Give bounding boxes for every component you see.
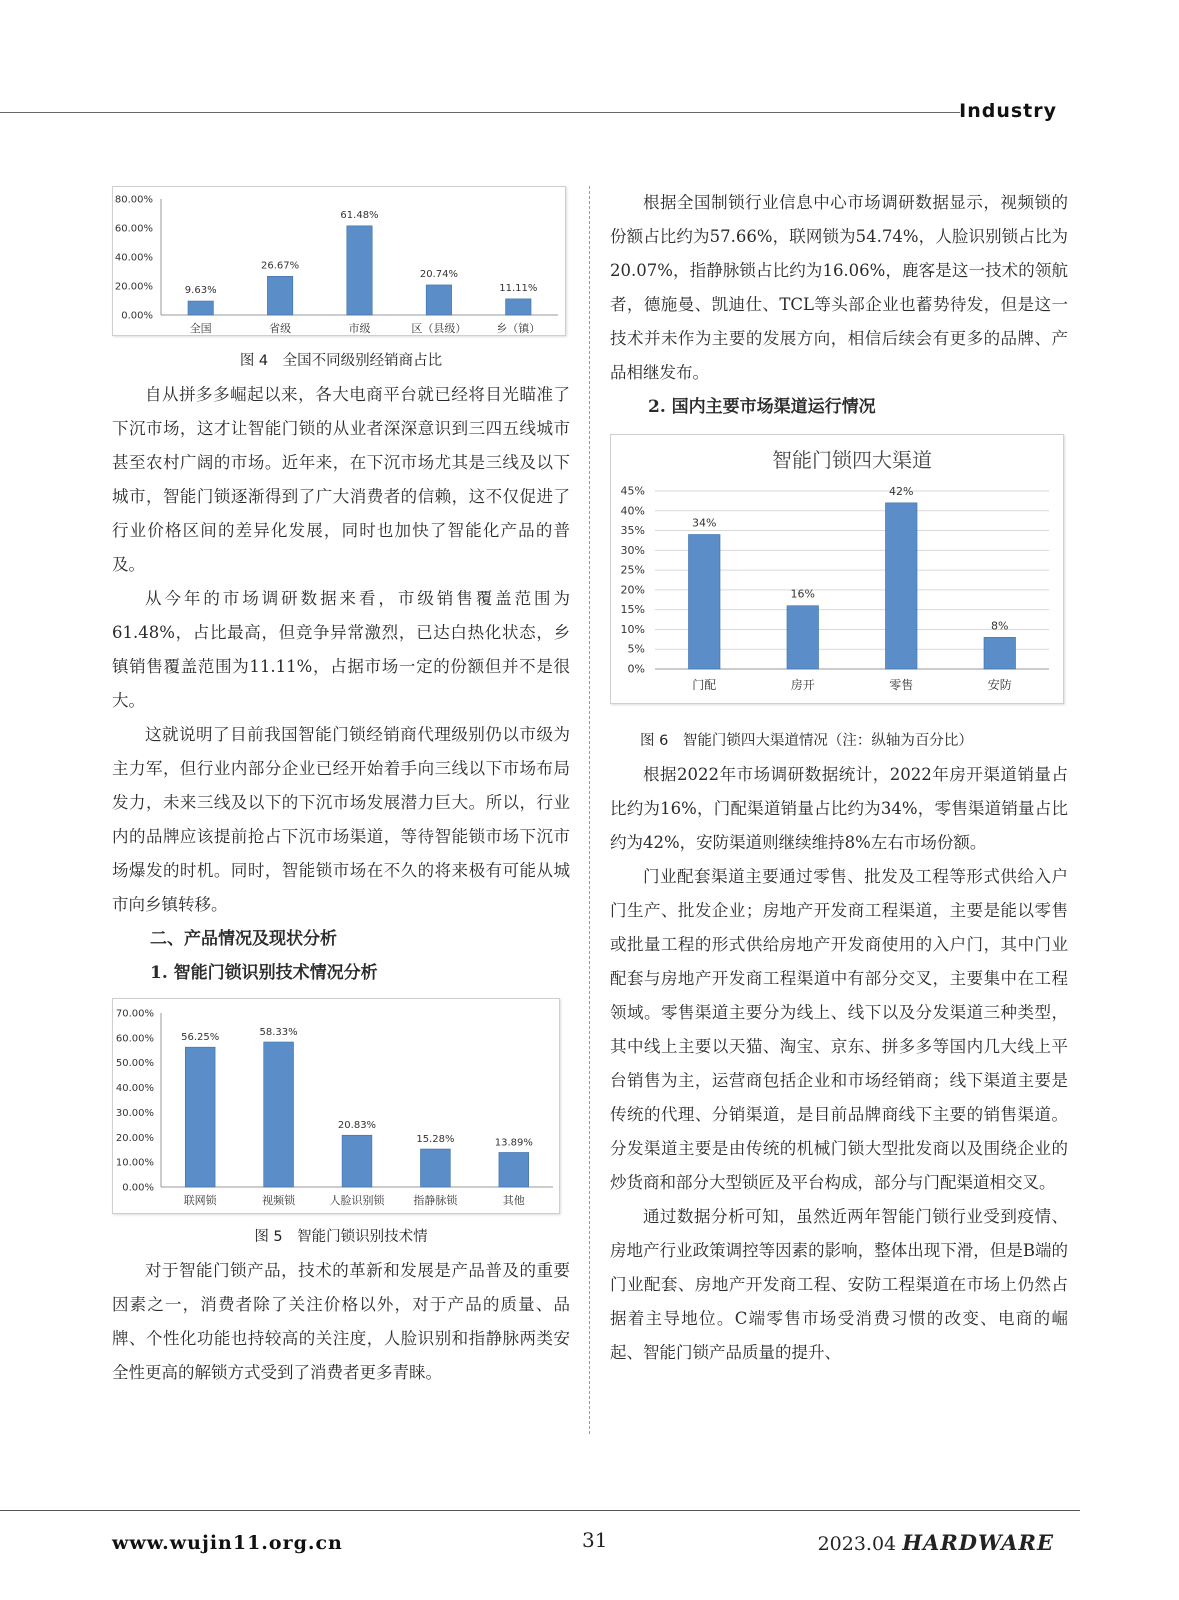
fig4-ytick-label: 40.00%: [114, 252, 153, 264]
fig6-ytick-label: 0%: [627, 662, 645, 676]
fig6-value-label: 34%: [692, 516, 717, 530]
fig5-bar: [185, 1047, 215, 1187]
fig6-category-label: 安防: [987, 678, 1012, 692]
subsection-1-title: 1. 智能门锁识别技术情况分析: [150, 963, 378, 983]
fig6-ytick-label: 45%: [620, 484, 645, 498]
fig5-ytick-label: 50.00%: [115, 1058, 154, 1070]
section-2-title: 二、产品情况及现状分析: [150, 929, 337, 949]
paragraph-4: 对于智能门锁产品，技术的革新和发展是产品普及的重要因素之一，消费者除了关注价格以外，对于产品的质量、品牌、个性化功能也持较高的关注度，人脸识别和指静脉两类安全性更高的解锁方式受到了消费者更多青睐。: [112, 1261, 570, 1382]
fig4-bar: [188, 301, 213, 315]
paragraph-8: 通过数据分析可知，虽然近两年智能门锁行业受到疫情、房地产行业政策调控等因素的影响，整体出现下滑，但是B端的门业配套、房地产开发商工程、安防工程渠道在市场上仍然占据着主导地位。C端零售市场受消费习惯的改变、电商的崛起、智能门锁产品质量的提升、: [610, 1207, 1068, 1362]
footer-rule: [0, 1510, 1080, 1511]
fig6-bar: [688, 535, 720, 669]
right-column: [610, 186, 1068, 1370]
paragraph-5: 根据全国制锁行业信息中心市场调研数据显示，视频锁的份额占比约为57.66%，联网锁为54.74%，人脸识别锁占比为20.07%，指静脉锁占比约为16.06%，鹿客是这一技术的领航者，德施曼、凯迪仕、TCL等头部企业也蓄势待发，但是这一技术并未作为主要的发展方向，相信后续会有更多的品牌、产品相继发布。: [610, 193, 1068, 382]
fig6-category-label: 门配: [692, 678, 717, 692]
fig6-value-label: 16%: [790, 587, 815, 601]
fig4-category-label: 全国: [189, 322, 212, 335]
fig5-ytick-label: 30.00%: [115, 1107, 154, 1119]
fig5-category-label: 指静脉锁: [413, 1194, 458, 1207]
fig4-bar: [267, 276, 292, 315]
paragraph-7: 门业配套渠道主要通过零售、批发及工程等形式供给入户门生产、批发企业；房地产开发商工程渠道，主要是能以零售或批量工程的形式供给房地产开发商使用的入户门，其中门业配套与房地产开发商工程渠道中有部分交叉，主要集中在工程领域。零售渠道主要分为线上、线下以及分发渠道三种类型，其中线上主要以天猫、淘宝、京东、拼多多等国内几大线上平台销售为主，运营商包括企业和市场经销商；线下渠道主要是传统的代理、分销渠道，是目前品牌商线下主要的销售渠道。分发渠道主要是由传统的机械门锁大型批发商以及围绕企业的炒货商和部分大型锁匠及平台构成，部分与门配渠道相交叉。: [610, 867, 1068, 1192]
fig4-value-label: 11.11%: [499, 282, 538, 294]
fig4-ytick-label: 60.00%: [114, 223, 153, 235]
fig6-bar: [984, 637, 1016, 669]
fig4-category-label: 区（县级）: [411, 322, 467, 335]
fig6-ytick-label: 40%: [620, 504, 645, 518]
fig4-chart-box: [112, 186, 566, 336]
fig4-bar: [347, 226, 372, 315]
fig6-category-label: 房开: [790, 678, 815, 692]
fig6-bar: [885, 503, 917, 669]
fig4-ytick-label: 0.00%: [121, 310, 153, 322]
footer-url: www.wujin11.org.cn: [112, 1532, 343, 1554]
fig6-ytick-label: 30%: [620, 543, 645, 557]
fig6-value-label: 42%: [889, 484, 914, 498]
fig6-bar: [787, 606, 819, 669]
fig5-value-label: 56.25%: [181, 1032, 220, 1044]
fig4-bar: [506, 299, 531, 315]
fig6-ytick-label: 25%: [620, 563, 645, 577]
fig5-bar: [421, 1149, 451, 1187]
fig4-value-label: 20.74%: [419, 268, 458, 280]
fig5-category-label: 人脸识别锁: [329, 1194, 385, 1207]
fig6-ytick-label: 10%: [620, 622, 645, 636]
fig4-ytick-label: 80.00%: [114, 194, 153, 206]
paragraph-1: 自从拼多多崛起以来，各大电商平台就已经将目光瞄准了下沉市场，这才让智能门锁的从业者深深意识到三四五线城市甚至农村广阔的市场。近年来，在下沉市场尤其是三线及以下城市，智能门锁逐渐得到了广大消费者的信赖，这不仅促进了行业价格区间的差异化发展，同时也加快了智能化产品的普及。: [112, 385, 570, 574]
fig4-category-label: 乡（镇）: [496, 322, 541, 335]
fig4-value-label: 61.48%: [340, 209, 379, 221]
issue-date: 2023.04: [817, 1533, 897, 1555]
fig4-bar: [426, 285, 451, 315]
fig4-value-label: 9.63%: [184, 285, 217, 297]
fig6-caption: 图 6 智能门锁四大渠道情况（注：纵轴为百分比）: [640, 733, 973, 749]
fig6-title: 智能门锁四大渠道: [772, 448, 932, 472]
fig5-value-label: 15.28%: [416, 1134, 455, 1146]
fig4-category-label: 省级: [269, 322, 292, 335]
fig6-ytick-label: 20%: [620, 583, 645, 597]
header-rule: [0, 112, 960, 113]
paragraph-2: 从今年的市场调研数据来看，市级销售覆盖范围为61.48%，占比最高，但竞争异常激烈，已达白热化状态，乡镇销售覆盖范围为11.11%，占据市场一定的份额但并不是很大。: [112, 589, 570, 710]
paragraph-6: 根据2022年市场调研数据统计，2022年房开渠道销量占比约为16%，门配渠道销量占比约为34%，零售渠道销量占比约为42%，安防渠道则继续维持8%左右市场份额。: [610, 765, 1068, 852]
fig5-chart: [113, 999, 559, 1213]
fig5-ytick-label: 10.00%: [115, 1157, 154, 1169]
fig4-chart: [113, 187, 565, 335]
fig4-category-label: 市级: [348, 322, 371, 335]
footer-issue: [818, 1530, 1054, 1555]
fig5-category-label: 联网锁: [183, 1194, 217, 1207]
fig6-value-label: 8%: [991, 619, 1009, 633]
fig6-ytick-label: 35%: [620, 524, 645, 538]
fig5-category-label: 其他: [502, 1194, 525, 1207]
section-tag: Industry: [959, 100, 1057, 122]
fig4-caption: 图 4 全国不同级别经销商占比: [239, 353, 443, 369]
fig6-category-label: 零售: [889, 678, 914, 692]
fig6-ytick-label: 5%: [627, 642, 645, 656]
fig5-ytick-label: 40.00%: [115, 1083, 154, 1095]
left-column: [112, 186, 570, 1390]
column-divider: [589, 186, 590, 1434]
fig6-chart-box: [610, 434, 1064, 704]
fig5-ytick-label: 20.00%: [115, 1132, 154, 1144]
fig6-chart: [611, 435, 1063, 703]
fig5-value-label: 13.89%: [494, 1137, 533, 1149]
fig5-caption: 图 5 智能门锁识别技术情: [254, 1229, 428, 1245]
fig4-ytick-label: 20.00%: [114, 281, 153, 293]
fig5-bar: [499, 1152, 529, 1187]
paragraph-3: 这就说明了目前我国智能门锁经销商代理级别仍以市级为主力军，但行业内部分企业已经开始着手向三线以下市场布局发力，未来三线及以下的下沉市场发展潜力巨大。所以，行业内的品牌应该提前抢占下沉市场渠道，等待智能锁市场下沉市场爆发的时机。同时，智能锁市场在不久的将来极有可能从城市向乡镇转移。: [112, 725, 570, 914]
fig5-ytick-label: 0.00%: [122, 1182, 154, 1194]
fig5-bar: [264, 1042, 294, 1187]
fig6-ytick-label: 15%: [620, 603, 645, 617]
subsection-2-title: 2. 国内主要市场渠道运行情况: [648, 397, 876, 417]
fig4-value-label: 26.67%: [261, 260, 300, 272]
fig5-bar: [342, 1135, 372, 1187]
fig5-value-label: 58.33%: [259, 1027, 298, 1039]
fig5-ytick-label: 60.00%: [115, 1033, 154, 1045]
fig5-chart-box: [112, 998, 560, 1214]
fig5-category-label: 视频锁: [262, 1194, 296, 1207]
magazine-brand: HARDWARE: [902, 1530, 1054, 1555]
fig5-value-label: 20.83%: [337, 1120, 377, 1132]
page-number: 31: [582, 1528, 608, 1552]
fig5-ytick-label: 70.00%: [115, 1008, 154, 1020]
